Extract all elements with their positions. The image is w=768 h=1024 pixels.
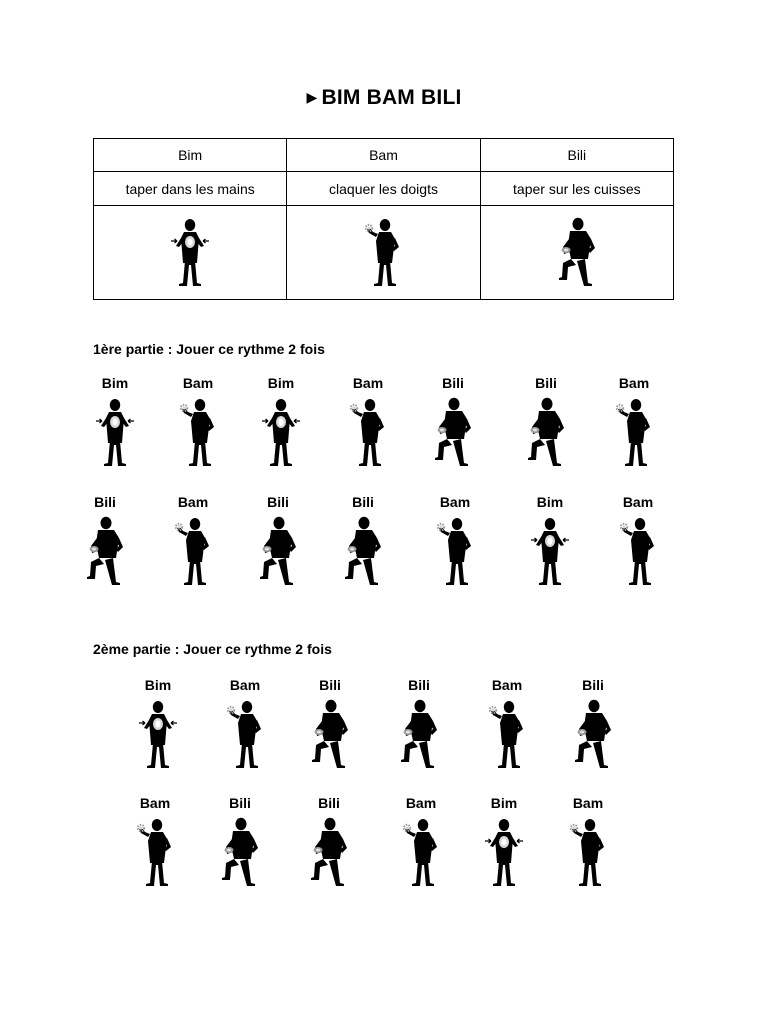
clap-figure-icon <box>251 397 311 469</box>
snap-figure-icon <box>477 699 537 771</box>
legend-action-row <box>94 172 674 206</box>
legend-action-bim: taper dans les mains <box>94 172 287 206</box>
snap-figure-icon <box>163 516 223 588</box>
thigh-slap-figure-icon <box>516 397 576 469</box>
part1-row1-cell-5 <box>423 375 483 469</box>
thigh-slap-figure-icon <box>389 699 449 771</box>
part2-row2-cell-6 <box>558 795 618 889</box>
part1-row2-cell-5 <box>425 494 485 588</box>
part2-row1-cell-5 <box>477 677 537 771</box>
part2-row2-label-5: Bim <box>490 795 518 811</box>
snap-figure-icon <box>215 699 275 771</box>
part2-row1-cell-3 <box>300 677 360 771</box>
thigh-slap-figure-icon <box>300 699 360 771</box>
part1-row2-cell-1 <box>75 494 135 588</box>
part2-row1-cell-6 <box>563 677 623 771</box>
part1-row2-cell-6 <box>520 494 580 588</box>
thigh-slap-figure-icon <box>563 699 623 771</box>
part1-row1-label-4: Bam <box>352 375 384 391</box>
part1-row1-cell-1 <box>85 375 145 469</box>
part2-row1-label-3: Bili <box>319 677 341 693</box>
part2-row2-label-1: Bam <box>139 795 171 811</box>
part1-row1-label-1: Bim <box>101 375 129 391</box>
part2-row1-label-5: Bam <box>491 677 523 693</box>
part1-row2-label-5: Bam <box>439 494 471 510</box>
legend-header-bili: Bili <box>480 139 673 172</box>
snap-figure-icon <box>608 516 668 588</box>
part1-row1-label-3: Bim <box>267 375 295 391</box>
part1-row2-label-3: Bili <box>267 494 289 510</box>
legend-action-bili: taper sur les cuisses <box>480 172 673 206</box>
part2-row2-cell-5 <box>474 795 534 889</box>
part1-row1-cell-4 <box>338 375 398 469</box>
part1-row2-cell-3 <box>248 494 308 588</box>
part1-row2-label-4: Bili <box>352 494 374 510</box>
snap-figure-icon <box>391 817 451 889</box>
thigh-slap-figure-icon <box>299 817 359 889</box>
snap-figure-icon <box>125 817 185 889</box>
legend-figure-cell-bili <box>480 206 673 300</box>
clap-figure-icon <box>520 516 580 588</box>
thigh-slap-figure-icon <box>75 516 135 588</box>
legend-header-bim: Bim <box>94 139 287 172</box>
part1-row2-label-7: Bam <box>622 494 654 510</box>
part1-row2-cell-4 <box>333 494 393 588</box>
part2-row2-label-2: Bili <box>229 795 251 811</box>
part1-row2-cell-2 <box>163 494 223 588</box>
part2-row1-cell-2 <box>215 677 275 771</box>
part1-row1-label-2: Bam <box>182 375 214 391</box>
legend-table <box>93 138 674 300</box>
part1-row1-cell-7 <box>604 375 664 469</box>
part1-row1-label-6: Bili <box>535 375 557 391</box>
part2-row2-label-3: Bili <box>318 795 340 811</box>
part2-row1-label-2: Bam <box>229 677 261 693</box>
legend-figure-cell-bim <box>94 206 287 300</box>
thigh-slap-figure-icon <box>210 817 270 889</box>
part1-row1-cell-6 <box>516 375 576 469</box>
legend-header-row <box>94 139 674 172</box>
legend-figure-row <box>94 206 674 300</box>
part1-row2-cell-7 <box>608 494 668 588</box>
part1-row1-label-5: Bili <box>442 375 464 391</box>
triangle-bullet-icon: ▶ <box>306 89 318 105</box>
part2-row1-label-1: Bim <box>144 677 172 693</box>
part1-row2-label-6: Bim <box>536 494 564 510</box>
part1-title: 1ère partie : Jouer ce rythme 2 fois <box>93 341 325 357</box>
thigh-slap-figure-icon <box>481 217 673 289</box>
page-title <box>0 86 768 110</box>
clap-figure-icon <box>85 397 145 469</box>
part2-row1-cell-4 <box>389 677 449 771</box>
snap-figure-icon <box>425 516 485 588</box>
part1-row1-cell-3 <box>251 375 311 469</box>
part2-row2-cell-4 <box>391 795 451 889</box>
snap-figure-icon <box>287 217 479 289</box>
part1-row1-cell-2 <box>168 375 228 469</box>
part1-row2-label-2: Bam <box>177 494 209 510</box>
snap-figure-icon <box>338 397 398 469</box>
clap-figure-icon <box>474 817 534 889</box>
title-text: BIM BAM BILI <box>321 86 462 109</box>
legend-action-bam: claquer les doigts <box>287 172 480 206</box>
clap-figure-icon <box>94 217 286 289</box>
part2-row1-cell-1 <box>128 677 188 771</box>
snap-figure-icon <box>604 397 664 469</box>
part2-row2-label-6: Bam <box>572 795 604 811</box>
snap-figure-icon <box>168 397 228 469</box>
snap-figure-icon <box>558 817 618 889</box>
legend-figure-cell-bam <box>287 206 480 300</box>
part2-row2-cell-3 <box>299 795 359 889</box>
part1-row1-label-7: Bam <box>618 375 650 391</box>
thigh-slap-figure-icon <box>248 516 308 588</box>
part2-row1-label-4: Bili <box>408 677 430 693</box>
clap-figure-icon <box>128 699 188 771</box>
part2-title: 2ème partie : Jouer ce rythme 2 fois <box>93 641 332 657</box>
part2-row2-cell-1 <box>125 795 185 889</box>
legend-header-bam: Bam <box>287 139 480 172</box>
thigh-slap-figure-icon <box>423 397 483 469</box>
part2-row2-label-4: Bam <box>405 795 437 811</box>
thigh-slap-figure-icon <box>333 516 393 588</box>
part1-row2-label-1: Bili <box>94 494 116 510</box>
part2-row2-cell-2 <box>210 795 270 889</box>
part2-row1-label-6: Bili <box>582 677 604 693</box>
